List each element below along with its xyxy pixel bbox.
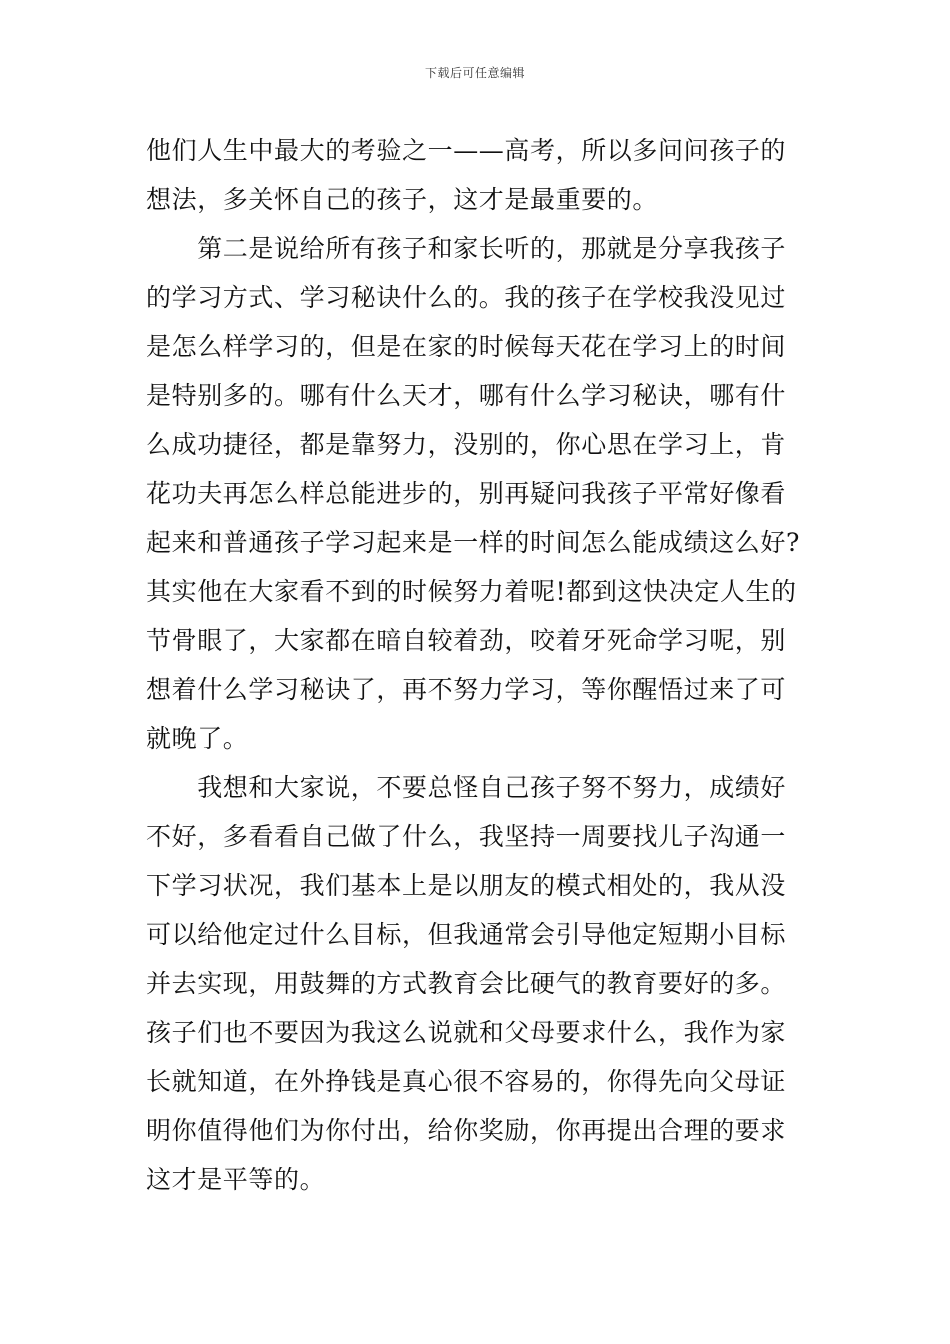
text-line: 我想和大家说，不要总怪自己孩子努不努力，成绩好 — [146, 773, 787, 802]
text-line: 其实他在大家看不到的时候努力着呢!都到这快决定人生的 — [146, 577, 797, 606]
text-line: 孩子们也不要因为我这么说就和父母要求什么，我作为家 — [146, 1018, 787, 1047]
text-line: 就晚了。 — [146, 724, 249, 753]
text-line: 是怎么样学习的，但是在家的时候每天花在学习上的时间 — [146, 332, 787, 361]
text-line: 可以给他定过什么目标，但我通常会引导他定短期小目标 — [146, 920, 787, 949]
text-line: 么成功捷径，都是靠努力，没别的，你心思在学习上，肯 — [146, 430, 787, 459]
text-line: 起来和普通孩子学习起来是一样的时间怎么能成绩这么好? — [146, 528, 801, 557]
body-text — [146, 126, 816, 1204]
text-line: 花功夫再怎么样总能进步的，别再疑问我孩子平常好像看 — [146, 479, 787, 508]
text-line: 是特别多的。哪有什么天才，哪有什么学习秘诀，哪有什 — [146, 381, 787, 410]
text-line: 并去实现，用鼓舞的方式教育会比硬气的教育要好的多。 — [146, 969, 787, 998]
text-line: 节骨眼了，大家都在暗自较着劲，咬着牙死命学习呢，别 — [146, 626, 787, 655]
text-line: 这才是平等的。 — [146, 1165, 326, 1194]
page-header: 下载后可任意编辑 — [424, 66, 525, 80]
text-line: 第二是说给所有孩子和家长听的，那就是分享我孩子 — [146, 234, 787, 263]
text-line: 想法，多关怀自己的孩子，这才是最重要的。 — [146, 185, 659, 214]
text-line: 下学习状况，我们基本上是以朋友的模式相处的，我从没 — [146, 871, 787, 900]
text-line: 他们人生中最大的考验之一——高考，所以多问问孩子的 — [146, 136, 787, 165]
text-line: 长就知道，在外挣钱是真心很不容易的，你得先向父母证 — [146, 1067, 787, 1096]
text-line: 不好，多看看自己做了什么，我坚持一周要找儿子沟通一 — [146, 822, 787, 851]
text-line: 想着什么学习秘诀了，再不努力学习，等你醒悟过来了可 — [146, 675, 787, 704]
text-line: 的学习方式、学习秘诀什么的。我的孩子在学校我没见过 — [146, 283, 787, 312]
text-line: 明你值得他们为你付出，给你奖励，你再提出合理的要求 — [146, 1116, 787, 1145]
